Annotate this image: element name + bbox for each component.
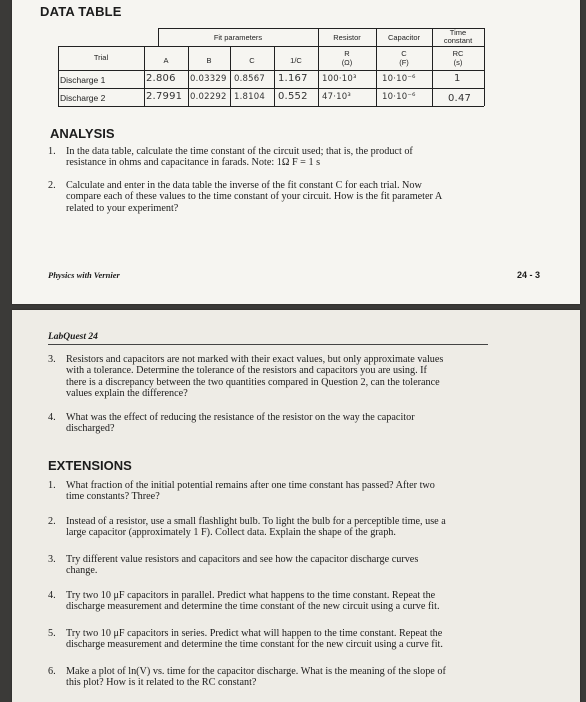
question-number: 3. (48, 554, 56, 565)
question-line: In the data table, calculate the time constant of the circuit used; that is, the product of (66, 146, 413, 157)
extension-item-4 (48, 590, 568, 614)
header-r-symbol: R (344, 49, 350, 58)
row2-a: 2.7991 (146, 91, 183, 102)
row1-c: 0.8567 (234, 74, 265, 84)
question-line: related to your experiment? (66, 202, 179, 214)
question-line: Try two 10 μF capacitors in parallel. Predict what happens to the time constant. Repeat the (66, 590, 436, 601)
row1-b: 0.03329 (190, 74, 227, 84)
question-line: Instead of a resistor, use a small flashlight bulb. To light the bulb for a perceptible time, use a (66, 516, 446, 527)
question-number: 4. (48, 590, 56, 601)
question-number: 1. (48, 480, 56, 491)
row1-resistance: 100·10³ (322, 74, 357, 84)
question-line: Resistors and capacitors are not marked with their exact values, but only approximate values (66, 354, 444, 365)
question-line: discharge measurement and determine the time constant for the new circuit using a curve fit. (66, 639, 443, 651)
header-resistor: Resistor (333, 33, 361, 42)
header-trial: Trial (93, 53, 109, 62)
question-line: with a tolerance. Determine the tolerance of the resistors and capacitors you are using. If (66, 365, 427, 377)
analysis-question-2 (48, 180, 568, 216)
extensions-heading: EXTENSIONS (48, 458, 132, 473)
question-number: 2. (48, 516, 56, 527)
analysis-question-4 (48, 412, 568, 436)
analysis-question-1 (48, 146, 548, 170)
question-line: Make a plot of ln(V) vs. time for the capacitor discharge. What is the meaning of the slope of (66, 666, 446, 677)
analysis-question-3 (48, 354, 568, 400)
extension-item-6 (48, 666, 568, 690)
header-b: B (206, 56, 212, 65)
question-line: values explain the difference? (66, 388, 188, 400)
page-header: LabQuest 24 (48, 332, 98, 342)
row2-b: 0.02292 (190, 92, 227, 102)
data-table-title: DATA TABLE (40, 4, 122, 19)
question-number: 5. (48, 628, 56, 639)
header-rule (48, 344, 488, 345)
extension-item-3 (48, 554, 568, 578)
row1-capacitance: 10·10⁻⁶ (382, 74, 416, 84)
question-line: What fraction of the initial potential remains after one time constant has passed? After two (66, 480, 435, 491)
question-line: discharge measurement and determine the time constant of the new circuit using a curve fit. (66, 601, 440, 613)
row1-time-constant: 1 (454, 73, 461, 84)
extension-item-2 (48, 516, 568, 540)
worksheet-page-bottom (12, 310, 580, 702)
row2-capacitance: 10·10⁻⁶ (382, 92, 416, 102)
row2-time-constant: 0.47 (448, 93, 472, 104)
row2-resistance: 47·10³ (322, 92, 351, 102)
header-capacitor: Capacitor (387, 33, 421, 42)
header-a: A (163, 56, 169, 65)
header-time-constant: Time constant (443, 28, 473, 45)
question-line: resistance in ohms and capacitance in farads. Note: 1Ω F = 1 s (66, 157, 321, 169)
question-number: 3. (48, 354, 56, 365)
extension-item-1 (48, 480, 568, 504)
row1-a: 2.806 (146, 73, 176, 84)
question-line: time constants? Three? (66, 491, 160, 503)
header-inverse-c: 1/C (290, 56, 302, 65)
header-fit-parameters: Fit parameters (213, 33, 263, 42)
footer-page-number: 24 - 3 (516, 270, 540, 280)
worksheet-page-top (12, 0, 580, 304)
header-rc-symbol: RC (452, 49, 464, 58)
question-line: What was the effect of reducing the resistance of the resistor on the way the capacitor (66, 412, 415, 423)
header-c: C (249, 56, 255, 65)
row2-inverse-c: 0.552 (278, 91, 308, 102)
question-line: Calculate and enter in the data table the inverse of the fit constant C for each trial. Now (66, 180, 422, 191)
question-number: 6. (48, 666, 56, 677)
question-line: compare each of these values to the time constant of your circuit. How is the fit parameter A (66, 191, 443, 203)
question-number: 4. (48, 412, 56, 423)
header-r-unit: (Ω) (341, 58, 353, 67)
question-number: 2. (48, 180, 56, 191)
header-c-symbol: C (401, 49, 407, 58)
row2-c: 1.8104 (234, 92, 265, 102)
extension-item-5 (48, 628, 568, 652)
question-line: change. (66, 565, 98, 577)
header-c-unit: (F) (399, 58, 409, 67)
question-line: this plot? How is it related to the RC constant? (66, 677, 257, 689)
footer-book-title: Physics with Vernier (48, 270, 120, 280)
question-line: discharged? (66, 423, 115, 435)
question-line: Try different value resistors and capacitors and see how the capacitor discharge curves (66, 554, 419, 565)
header-rc-unit: (s) (453, 58, 463, 67)
row1-inverse-c: 1.167 (278, 73, 308, 84)
question-line: Try two 10 μF capacitors in series. Predict what will happen to the time constant. Repeat the (66, 628, 443, 639)
question-line: there is a discrepancy between the two quantities compared in Question 2, can the tolerance (66, 376, 440, 388)
question-number: 1. (48, 146, 56, 157)
analysis-heading: ANALYSIS (50, 126, 115, 141)
question-line: large capacitor (approximately 1 F). Collect data. Explain the shape of the graph. (66, 527, 396, 539)
row1-trial: Discharge 1 (60, 75, 106, 85)
row2-trial: Discharge 2 (60, 93, 106, 103)
